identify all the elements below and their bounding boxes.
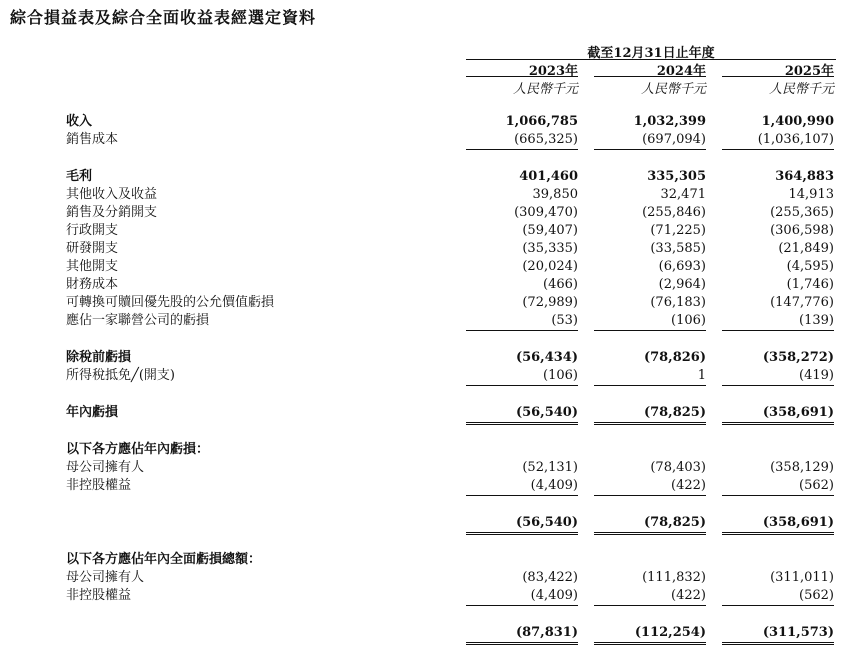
row-label: 財務成本 (66, 277, 119, 292)
row-label: 其他開支 (66, 259, 119, 274)
total-double-rule (594, 642, 706, 645)
value-2023: (466) (543, 277, 578, 292)
unit-label-2023: 人民幣千元 (512, 82, 578, 97)
value-2024: (33,585) (650, 241, 706, 256)
value-2025: (306,598) (770, 223, 834, 238)
table-row (0, 258, 862, 276)
row-label: 以下各方應佔年內全面虧損總額： (66, 552, 262, 567)
value-2023: (35,335) (522, 241, 578, 256)
value-2025: (419) (799, 368, 834, 383)
table-row (0, 222, 862, 240)
row-label: 以下各方應佔年內虧損： (66, 442, 210, 457)
value-2024: 1 (697, 368, 706, 383)
subtotal-rule (594, 605, 706, 606)
value-2024: (71,225) (650, 223, 706, 238)
value-2023: 1,066,785 (505, 114, 578, 129)
row-label: 銷售成本 (66, 132, 119, 147)
table-row (0, 168, 862, 186)
value-2025: (147,776) (770, 295, 834, 310)
row-label: 可轉換可贖回優先股的公允價值虧損 (66, 295, 275, 310)
subtotal-rule (722, 330, 834, 331)
subtotal-rule (466, 605, 578, 606)
value-2024: (422) (671, 478, 706, 493)
table-row (0, 441, 862, 459)
row-label: 年內虧損 (66, 405, 119, 420)
value-2023: (4,409) (530, 478, 578, 493)
subtotal-rule (722, 605, 834, 606)
total-double-rule (722, 532, 834, 535)
table-row (0, 186, 862, 204)
value-2025: (358,129) (770, 460, 834, 475)
table-row (0, 404, 862, 422)
subtotal-rule (466, 330, 578, 331)
value-2024: (2,964) (658, 277, 706, 292)
value-2025: (311,573) (762, 625, 834, 640)
table-row (0, 312, 862, 330)
table-row (0, 276, 862, 294)
row-label: 母公司擁有人 (66, 570, 145, 585)
row-label: 銷售及分銷開支 (66, 205, 158, 220)
total-double-rule (594, 422, 706, 425)
total-double-rule (466, 422, 578, 425)
value-2024: 32,471 (660, 187, 706, 202)
subtotal-rule (594, 330, 706, 331)
year-underline-2023 (466, 76, 578, 77)
value-2023: (106) (543, 368, 578, 383)
value-2025: (358,272) (762, 350, 834, 365)
subtotal-rule (722, 495, 834, 496)
subtotal-rule (594, 495, 706, 496)
year-header-2024: 2024年 (656, 64, 706, 79)
subtotal-rule (594, 149, 706, 150)
subtotal-rule (466, 149, 578, 150)
value-2025: 1,400,990 (761, 114, 834, 129)
value-2025: 364,883 (775, 169, 834, 184)
total-double-rule (722, 422, 834, 425)
year-underline-2025 (722, 76, 834, 77)
value-2024: (78,403) (650, 460, 706, 475)
row-label: 非控股權益 (66, 478, 132, 493)
value-2025: (139) (799, 313, 834, 328)
row-label: 研發開支 (66, 241, 119, 256)
row-label: 收入 (66, 114, 93, 129)
row-label: 非控股權益 (66, 588, 132, 603)
value-2023: 401,460 (519, 169, 578, 184)
table-row (0, 349, 862, 367)
value-2025: (358,691) (762, 405, 834, 420)
value-2024: (112,254) (634, 625, 706, 640)
value-2025: (1,746) (786, 277, 834, 292)
value-2024: 1,032,399 (633, 114, 706, 129)
value-2024: (6,693) (658, 259, 706, 274)
subtotal-rule (722, 385, 834, 386)
value-2023: (309,470) (514, 205, 578, 220)
table-row (0, 240, 862, 258)
row-label: 所得稅抵免╱(開支) (66, 368, 175, 383)
value-2024: (106) (671, 313, 706, 328)
value-2023: (56,434) (515, 350, 578, 365)
value-2023: (52,131) (522, 460, 578, 475)
row-label: 應佔一家聯營公司的虧損 (66, 313, 210, 328)
table-row (0, 459, 862, 477)
year-underline-2024 (594, 76, 706, 77)
value-2025: (4,595) (786, 259, 834, 274)
value-2025: 14,913 (788, 187, 834, 202)
value-2023: (59,407) (522, 223, 578, 238)
table-row (0, 294, 862, 312)
value-2024: (422) (671, 588, 706, 603)
value-2024: 335,305 (647, 169, 706, 184)
value-2023: (56,540) (515, 515, 578, 530)
row-label: 其他收入及收益 (66, 187, 158, 202)
year-header-2025: 2025年 (784, 64, 834, 79)
table-row (0, 131, 862, 149)
value-2023: (87,831) (515, 625, 578, 640)
value-2023: 39,850 (532, 187, 578, 202)
value-2025: (1,036,107) (757, 132, 834, 147)
table-row (0, 587, 862, 605)
page-title: 綜合損益表及綜合全面收益表經選定資料 (10, 8, 317, 27)
value-2023: (53) (551, 313, 578, 328)
value-2025: (562) (799, 588, 834, 603)
row-label: 行政開支 (66, 223, 119, 238)
table-row (0, 113, 862, 131)
value-2023: (665,325) (514, 132, 578, 147)
value-2025: (358,691) (762, 515, 834, 530)
subtotal-rule (722, 149, 834, 150)
value-2023: (56,540) (515, 405, 578, 420)
value-2024: (255,846) (642, 205, 706, 220)
row-label: 除稅前虧損 (66, 350, 132, 365)
subtotal-rule (466, 385, 578, 386)
unit-label-2025: 人民幣千元 (768, 82, 834, 97)
value-2023: (4,409) (530, 588, 578, 603)
value-2023: (83,422) (522, 570, 578, 585)
value-2025: (255,365) (770, 205, 834, 220)
subtotal-rule (594, 385, 706, 386)
total-double-rule (466, 532, 578, 535)
table-row (0, 367, 862, 385)
total-double-rule (594, 532, 706, 535)
table-row (0, 569, 862, 587)
table-row (0, 204, 862, 222)
table-row (0, 477, 862, 495)
table-row (0, 551, 862, 569)
value-2025: (21,849) (778, 241, 834, 256)
value-2025: (562) (799, 478, 834, 493)
value-2025: (311,011) (770, 570, 834, 585)
value-2023: (20,024) (522, 259, 578, 274)
table-row (0, 624, 862, 642)
total-double-rule (466, 642, 578, 645)
value-2024: (697,094) (642, 132, 706, 147)
year-header-2023: 2023年 (528, 64, 578, 79)
value-2024: (78,825) (643, 515, 706, 530)
row-label: 母公司擁有人 (66, 460, 145, 475)
value-2024: (76,183) (650, 295, 706, 310)
row-label: 毛利 (66, 169, 93, 184)
subtotal-rule (466, 495, 578, 496)
value-2024: (78,826) (643, 350, 706, 365)
total-double-rule (722, 642, 834, 645)
table-row (0, 514, 862, 532)
value-2024: (78,825) (643, 405, 706, 420)
period-header: 截至12月31日止年度 (587, 46, 715, 61)
unit-label-2024: 人民幣千元 (640, 82, 706, 97)
value-2023: (72,989) (522, 295, 578, 310)
value-2024: (111,832) (642, 570, 706, 585)
